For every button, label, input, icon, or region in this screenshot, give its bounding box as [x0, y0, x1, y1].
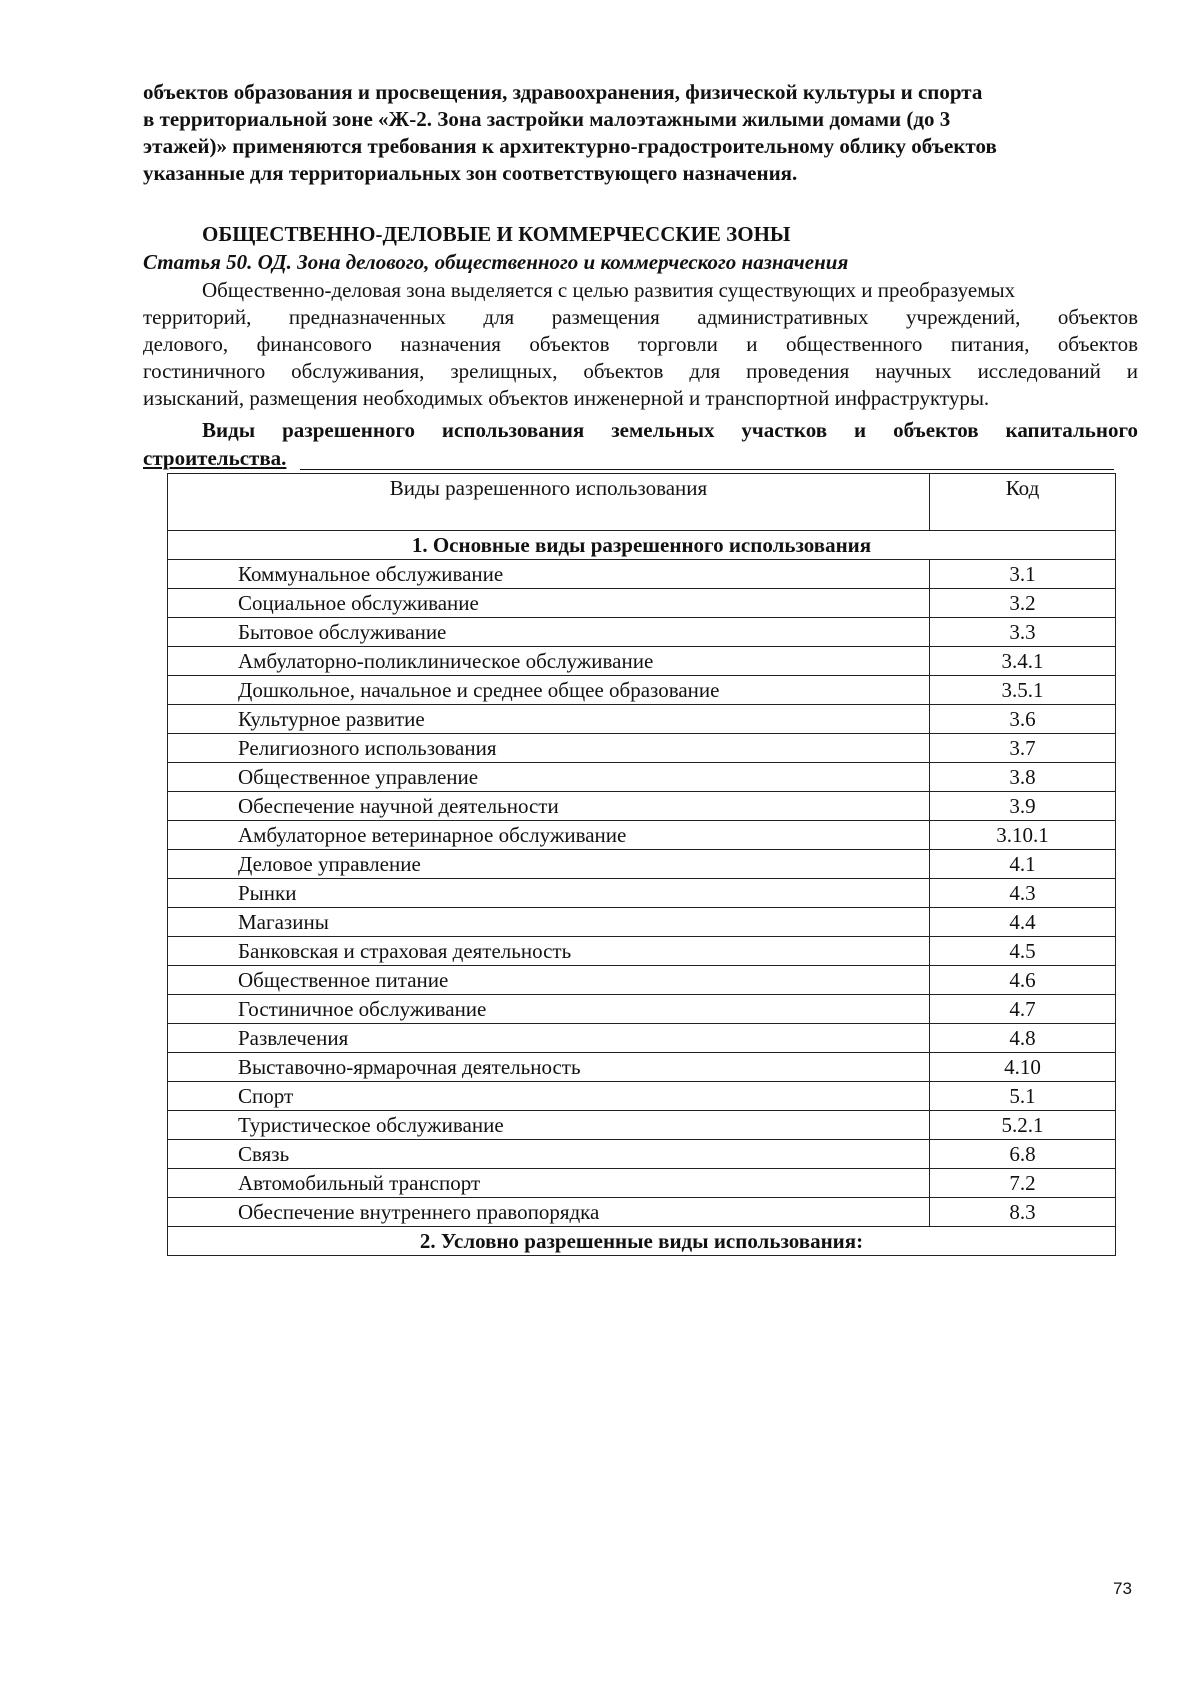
table-row: [168, 1024, 1116, 1053]
permitted-uses-table-wrapper: [167, 473, 1115, 1256]
body-line: Общественно-деловая зона выделяется с целью развития существующих и преобразуемых: [202, 278, 1016, 302]
use-code-cell: 4.6: [930, 966, 1116, 995]
use-name-cell: Рынки: [168, 879, 930, 908]
group-title-main: 1. Основные виды разрешенного использования: [168, 531, 1116, 560]
use-code-cell: 4.10: [930, 1053, 1116, 1082]
article-title: Статья 50. ОД. Зона делового, общественного и коммерческого назначения: [143, 250, 849, 274]
table-row: [168, 850, 1116, 879]
header-cell-code: Код: [930, 474, 1116, 531]
permitted-uses-heading-line: Виды разрешенного использования земельных участков и объектов капитального: [202, 418, 1138, 442]
table-row: [168, 792, 1116, 821]
permitted-uses-heading: [143, 416, 1138, 472]
table-row: [168, 937, 1116, 966]
table-row: [168, 1198, 1116, 1227]
use-name-cell: Туристическое обслуживание: [168, 1111, 930, 1140]
table-row: [168, 647, 1116, 676]
use-name-cell: Автомобильный транспорт: [168, 1169, 930, 1198]
use-code-cell: 7.2: [930, 1169, 1116, 1198]
table-row: [168, 705, 1116, 734]
table-row: [168, 1082, 1116, 1111]
use-name-cell: Коммунальное обслуживание: [168, 560, 930, 589]
use-name-cell: Обеспечение научной деятельности: [168, 792, 930, 821]
use-code-cell: 3.5.1: [930, 676, 1116, 705]
table-row: [168, 1169, 1116, 1198]
use-code-cell: 3.10.1: [930, 821, 1116, 850]
use-name-cell: Общественное питание: [168, 966, 930, 995]
table-row: [168, 1053, 1116, 1082]
use-code-cell: 5.1: [930, 1082, 1116, 1111]
use-name-cell: Бытовое обслуживание: [168, 618, 930, 647]
body-line: делового, финансового назначения объектов торговли и общественного питания, объектов: [143, 332, 1138, 356]
body-line: гостиничного обслуживания, зрелищных, объектов для проведения научных исследований и: [143, 359, 1138, 383]
use-name-cell: Спорт: [168, 1082, 930, 1111]
use-code-cell: 4.3: [930, 879, 1116, 908]
use-code-cell: 3.9: [930, 792, 1116, 821]
use-code-cell: 3.3: [930, 618, 1116, 647]
table-row: [168, 821, 1116, 850]
permitted-uses-table: [167, 473, 1116, 1256]
table-row: [168, 1111, 1116, 1140]
permitted-uses-heading-line: строительства.: [143, 446, 287, 470]
group-row-main: [168, 531, 1116, 560]
group-title-conditional: 2. Условно разрешенные виды использования:: [168, 1227, 1116, 1256]
use-code-cell: 4.8: [930, 1024, 1116, 1053]
use-name-cell: Общественное управление: [168, 763, 930, 792]
use-code-cell: 4.7: [930, 995, 1116, 1024]
table-row: [168, 995, 1116, 1024]
use-name-cell: Религиозного использования: [168, 734, 930, 763]
use-code-cell: 3.2: [930, 589, 1116, 618]
underline-rule: [300, 469, 1114, 470]
intro-paragraph: [143, 79, 1138, 187]
table-row: [168, 676, 1116, 705]
use-code-cell: 8.3: [930, 1198, 1116, 1227]
body-line: территорий, предназначенных для размещения административных учреждений, объектов: [143, 305, 1138, 329]
use-name-cell: Амбулаторное ветеринарное обслуживание: [168, 821, 930, 850]
use-code-cell: 4.5: [930, 937, 1116, 966]
table-row: [168, 908, 1116, 937]
table-row: [168, 763, 1116, 792]
use-code-cell: 3.7: [930, 734, 1116, 763]
header-cell-name: Виды разрешенного использования: [168, 474, 930, 531]
page-number: 73: [1113, 1579, 1132, 1598]
use-name-cell: Амбулаторно-поликлиническое обслуживание: [168, 647, 930, 676]
use-name-cell: Социальное обслуживание: [168, 589, 930, 618]
use-code-cell: 4.1: [930, 850, 1116, 879]
table-row: [168, 1140, 1116, 1169]
table-row: [168, 734, 1116, 763]
use-name-cell: Культурное развитие: [168, 705, 930, 734]
group-row-conditional: [168, 1227, 1116, 1256]
table-row: [168, 618, 1116, 647]
table-row: [168, 589, 1116, 618]
table-row: [168, 879, 1116, 908]
table-row: [168, 966, 1116, 995]
intro-line: указанные для территориальных зон соответствующего назначения.: [143, 161, 798, 185]
use-name-cell: Связь: [168, 1140, 930, 1169]
intro-line: этажей)» применяются требования к архитектурно-градостроительному облику объектов: [143, 134, 997, 158]
use-name-cell: Гостиничное обслуживание: [168, 995, 930, 1024]
intro-line: объектов образования и просвещения, здравоохранения, физической культуры и спорта: [143, 80, 983, 104]
use-code-cell: 6.8: [930, 1140, 1116, 1169]
zone-description-paragraph: [143, 277, 1138, 412]
use-name-cell: Магазины: [168, 908, 930, 937]
table-row: [168, 560, 1116, 589]
use-name-cell: Банковская и страховая деятельность: [168, 937, 930, 966]
body-line: изысканий, размещения необходимых объектов инженерной и транспортной инфраструктуры.: [143, 386, 990, 410]
intro-line: в территориальной зоне «Ж-2. Зона застройки малоэтажными жилыми домами (до 3: [143, 107, 951, 131]
use-code-cell: 3.4.1: [930, 647, 1116, 676]
use-code-cell: 3.6: [930, 705, 1116, 734]
use-name-cell: Обеспечение внутреннего правопорядка: [168, 1198, 930, 1227]
use-name-cell: Выставочно-ярмарочная деятельность: [168, 1053, 930, 1082]
use-code-cell: 4.4: [930, 908, 1116, 937]
table-header-row: [168, 474, 1116, 531]
use-name-cell: Развлечения: [168, 1024, 930, 1053]
use-code-cell: 3.1: [930, 560, 1116, 589]
use-code-cell: 5.2.1: [930, 1111, 1116, 1140]
use-code-cell: 3.8: [930, 763, 1116, 792]
use-name-cell: Дошкольное, начальное и среднее общее образование: [168, 676, 930, 705]
section-heading: ОБЩЕСТВЕННО-ДЕЛОВЫЕ И КОММЕРЧЕССКИЕ ЗОНЫ: [202, 222, 791, 246]
use-name-cell: Деловое управление: [168, 850, 930, 879]
